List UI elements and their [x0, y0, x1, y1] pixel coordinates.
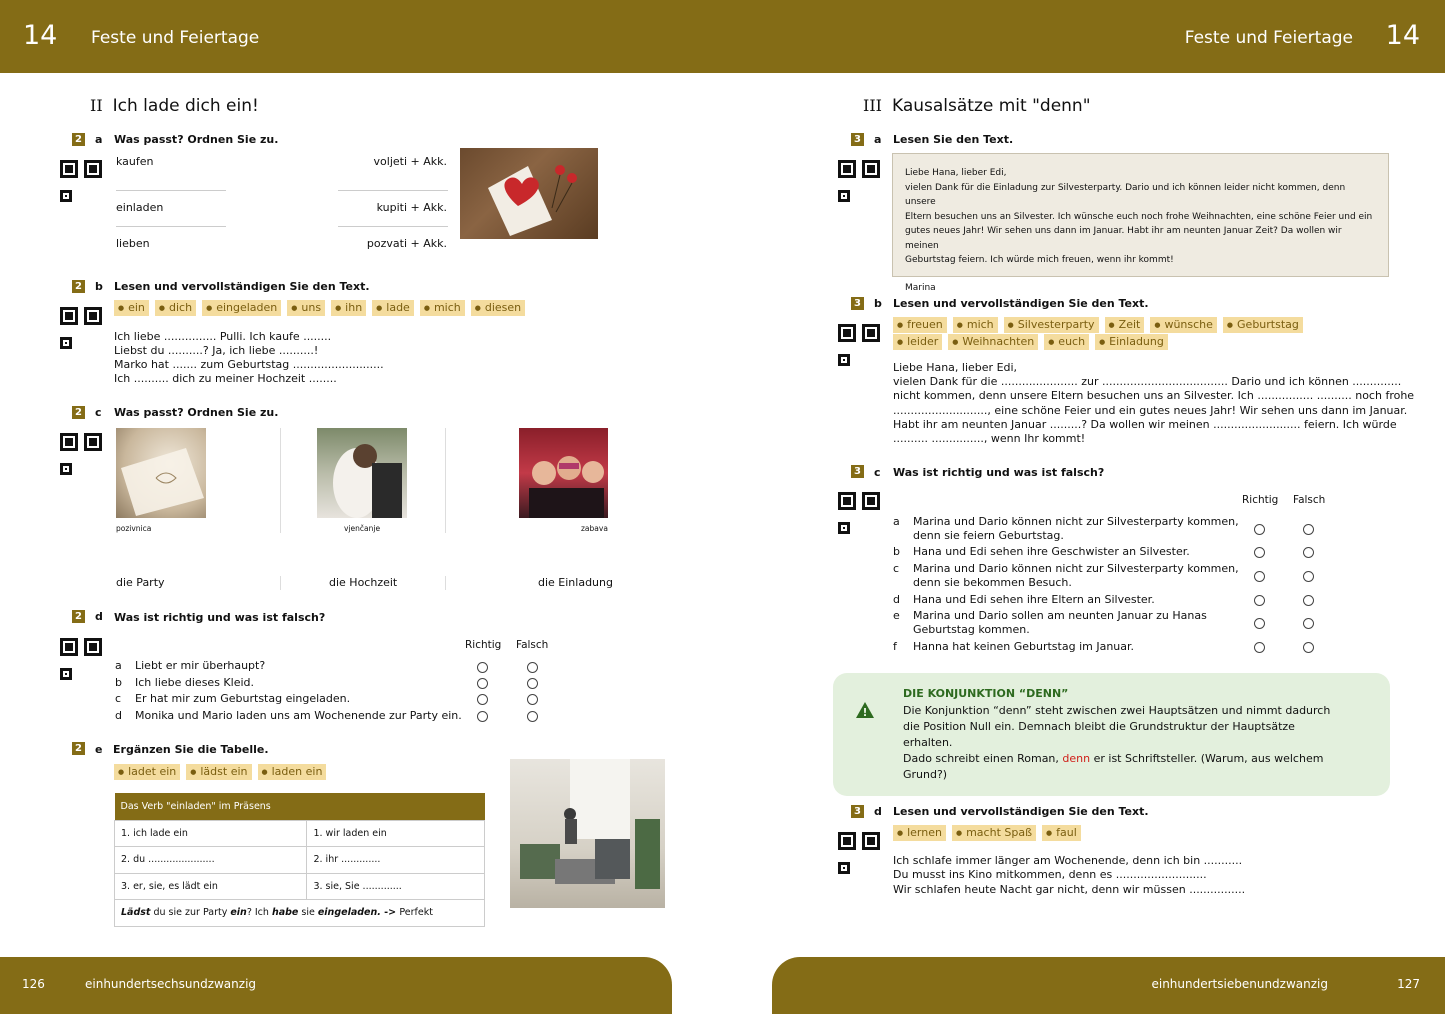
statement: Ich liebe dieses Kleid.: [135, 676, 254, 689]
statement: Hana und Edi sehen ihre Geschwister an Silvester.: [913, 545, 1190, 558]
item-letter: f: [893, 640, 897, 653]
item-letter: a: [115, 659, 122, 672]
gap-text-line[interactable]: Liebe Hana, lieber Edi,: [893, 361, 1018, 374]
gap-text-line[interactable]: Du musst ins Kino mitkommen, denn es ..........................: [893, 868, 1207, 881]
radio-false[interactable]: [1303, 547, 1314, 558]
exercise-badge: 3: [851, 805, 864, 818]
radio-true[interactable]: [1254, 618, 1265, 629]
column-false: Falsch: [1293, 494, 1326, 506]
gap-text-line[interactable]: nicht kommen, denn unsere Eltern besuchen uns an Silvester. Ich ................ .......... noch frohe: [893, 389, 1415, 402]
answer-word[interactable]: die Party: [116, 576, 165, 589]
gap-text-line[interactable]: Ich liebe ............... Pulli. Ich kaufe ........: [114, 330, 332, 343]
radio-false[interactable]: [527, 711, 538, 722]
radio-true[interactable]: [1254, 524, 1265, 535]
exercise-badge: 3: [851, 133, 864, 146]
qr-code[interactable]: [60, 307, 102, 349]
word-lieben[interactable]: lieben: [116, 237, 150, 250]
photo-wedding: [317, 428, 407, 518]
reading-letter: [892, 153, 1389, 293]
page-header: [0, 0, 1445, 73]
info-line: Die Konjunktion “denn” steht zwischen zwei Hauptsätzen und nimmt dadurch: [903, 704, 1331, 717]
qr-code[interactable]: [838, 324, 880, 366]
chip[interactable]: ● ein: [114, 300, 149, 316]
table-note: Lädst du sie zur Party ein? Ich habe sie eingeladen. -> Perfekt: [115, 900, 485, 927]
word-bank: [114, 764, 414, 781]
info-line: Dado schreibt einen Roman, denn er ist Schriftsteller. (Warum, aus welchem: [903, 752, 1324, 765]
table-row: [115, 873, 485, 900]
radio-true[interactable]: [1254, 642, 1265, 653]
letter-line: Geburtstag feiern. Ich würde mich freuen, wenn ihr kommt!: [905, 255, 1174, 265]
exercise-letter: d: [95, 610, 103, 623]
translation-2[interactable]: kupiti + Akk.: [376, 201, 447, 214]
page-number-word: einhundertsiebenundzwanzig: [1151, 977, 1328, 991]
chip[interactable]: ● macht Spaß: [952, 825, 1036, 841]
item-letter: a: [893, 515, 900, 528]
heart-illustration: [460, 148, 598, 239]
exercise-instruction: Lesen Sie den Text.: [893, 133, 1014, 146]
radio-false[interactable]: [527, 678, 538, 689]
qr-code[interactable]: [60, 433, 102, 475]
statement: Marina und Dario können nicht zur Silvesterparty kommen,: [913, 515, 1239, 528]
table-row: [115, 847, 485, 874]
table-header: Das Verb "einladen" im Präsens: [115, 793, 485, 820]
exercise-instruction: Lesen und vervollständigen Sie den Text.: [893, 805, 1149, 818]
photo-living-room: [510, 759, 665, 908]
gap-text-line[interactable]: Ich schlafe immer länger am Wochenende, denn ich bin ...........: [893, 854, 1243, 867]
exercise-letter: b: [95, 280, 103, 293]
radio-false[interactable]: [1303, 618, 1314, 629]
exercise-badge: 2: [72, 406, 85, 419]
chip[interactable]: ● lädst ein: [186, 764, 251, 780]
image-caption: vjenčanje: [344, 524, 381, 533]
statement: Er hat mir zum Geburtstag eingeladen.: [135, 692, 351, 705]
chapter-number-right: 14: [1385, 20, 1420, 51]
exercise-badge: 3: [851, 465, 864, 478]
letter-line: vielen Dank für die Einladung zur Silvesterparty. Dario und ich können leider nicht kommen, denn unsere: [905, 182, 1346, 207]
item-letter: b: [893, 545, 900, 558]
section-heading: Kausalsätze mit "denn": [891, 96, 1091, 116]
qr-code[interactable]: [838, 492, 880, 534]
statement: Marina und Dario sollen am neunten Januar zu Hanas: [913, 609, 1207, 622]
chip[interactable]: ● Einladung: [1095, 334, 1168, 350]
exercise-letter: c: [95, 406, 102, 419]
column-true: Richtig: [465, 639, 502, 651]
exercise-badge: 3: [851, 297, 864, 310]
party-illustration: [519, 428, 608, 518]
statement-cont: denn sie feiern Geburtstag.: [913, 529, 1064, 542]
radio-true[interactable]: [477, 678, 488, 689]
section-heading: Ich lade dich ein!: [112, 96, 259, 116]
letter-spacer: [905, 268, 1376, 282]
word-bank: [114, 300, 554, 317]
chip[interactable]: ● faul: [1042, 825, 1081, 841]
chip[interactable]: ● wünsche: [1150, 317, 1217, 333]
roman-numeral: III: [863, 96, 882, 115]
item-letter: c: [115, 692, 122, 705]
info-line: Grund?): [903, 768, 948, 781]
table-cell[interactable]: 3. sie, Sie .............: [307, 873, 485, 900]
qr-code[interactable]: [838, 160, 880, 202]
statement: Hana und Edi sehen ihre Eltern an Silvester.: [913, 593, 1155, 606]
exercise-instruction: Was ist richtig und was ist falsch?: [893, 466, 1105, 479]
page-number: 126: [22, 977, 45, 991]
roman-numeral: II: [90, 96, 103, 115]
room-illustration: [510, 759, 665, 908]
gap-text-line[interactable]: Wir schlafen heute Nacht gar nicht, denn wir müssen ................: [893, 883, 1246, 896]
letter-signature: Marina: [905, 283, 936, 293]
chip[interactable]: ● laden ein: [258, 764, 327, 780]
qr-code[interactable]: [60, 638, 102, 680]
info-line: erhalten.: [903, 736, 953, 749]
chip[interactable]: ● mich: [420, 300, 465, 316]
image-caption: pozivnica: [116, 524, 152, 533]
section-title-left: [90, 96, 259, 116]
page-footer-left: [0, 957, 672, 1014]
photo-invitation: [116, 428, 206, 518]
translation-3[interactable]: pozvati + Akk.: [366, 237, 447, 250]
exercise-letter: c: [874, 466, 881, 479]
exercise-badge: 2: [72, 610, 85, 623]
table-row: [115, 820, 485, 847]
divider: [338, 226, 448, 227]
radio-true[interactable]: [477, 694, 488, 705]
chip[interactable]: ● lernen: [893, 825, 946, 841]
chip[interactable]: ● ladet ein: [114, 764, 180, 780]
radio-false[interactable]: [527, 662, 538, 673]
exercise-badge: 2: [72, 742, 85, 755]
image-caption: zabava: [581, 524, 608, 533]
info-title: DIE KONJUNKTION “DENN”: [903, 687, 1069, 700]
table-row: [115, 900, 485, 927]
exercise-instruction: Was passt? Ordnen Sie zu.: [114, 406, 279, 419]
gap-text-line[interactable]: ..........................., eine schöne Feier und ein gutes neues Jahr! Wir sehen uns dann im Januar.: [893, 404, 1408, 417]
radio-false[interactable]: [1303, 595, 1314, 606]
table-cell: 1. ich lade ein: [115, 820, 307, 847]
gap-text-line[interactable]: Ich .......... dich zu meiner Hochzeit ........: [114, 372, 337, 385]
chip[interactable]: ● euch: [1044, 334, 1089, 350]
item-letter: c: [893, 562, 900, 575]
highlight-denn: denn: [1062, 752, 1091, 765]
photo-party: [519, 428, 608, 518]
photo-heart-envelope: [460, 148, 598, 239]
verb-table: [114, 793, 485, 927]
chip[interactable]: ● lade: [372, 300, 414, 316]
statement: Hanna hat keinen Geburtstag im Januar.: [913, 640, 1135, 653]
letter-line: gutes neues Jahr! Wir sehen uns dann im Januar. Habt ihr am neunten Januar Zeit? Da wollen wir meinen: [905, 226, 1342, 251]
gap-text-line[interactable]: vielen Dank für die ...................... zur .................................... Dario und ich können ..............: [893, 375, 1402, 388]
radio-true[interactable]: [477, 711, 488, 722]
chapter-number-left: 14: [23, 20, 58, 51]
column-divider: [445, 576, 446, 590]
chip[interactable]: ● ihn: [331, 300, 366, 316]
exercise-badge: 2: [72, 133, 85, 146]
page-footer-right: [772, 957, 1445, 1014]
statement-cont: denn sie bekommen Besuch.: [913, 576, 1072, 589]
qr-code[interactable]: [838, 832, 880, 874]
exercise-badge: 2: [72, 280, 85, 293]
chip[interactable]: ● eingeladen: [202, 300, 281, 316]
gap-text-line[interactable]: .......... ..............., wenn Ihr kommt!: [893, 432, 1086, 445]
gap-text-line[interactable]: Habt ihr am neunten Januar .........? Da wollen wir meinen ......................... feiern. Ich würde: [893, 418, 1397, 431]
column-false: Falsch: [516, 639, 549, 651]
word-bank: [893, 317, 1363, 351]
info-line: die Position Null ein. Demnach bleibt die Grundstruktur der Hauptsätze: [903, 720, 1295, 733]
item-letter: e: [893, 609, 900, 622]
exercise-letter: b: [874, 297, 882, 310]
grammar-info-box: [833, 673, 1390, 796]
chip[interactable]: ● uns: [287, 300, 325, 316]
exercise-letter: e: [95, 743, 103, 756]
word-einladen[interactable]: einladen: [116, 201, 164, 214]
column-divider: [445, 428, 446, 533]
warning-icon: [855, 701, 875, 719]
gap-text-line[interactable]: Marko hat ....... zum Geburtstag ..........................: [114, 358, 384, 371]
exercise-instruction: Ergänzen Sie die Tabelle.: [113, 743, 269, 756]
invitation-illustration: [116, 428, 206, 518]
divider: [116, 190, 226, 191]
item-letter: d: [893, 593, 900, 606]
exercise-letter: a: [95, 133, 103, 146]
table-cell: 3. er, sie, es lädt ein: [115, 873, 307, 900]
qr-code[interactable]: [60, 160, 102, 202]
exercise-letter: d: [874, 805, 882, 818]
chip[interactable]: ● Geburtstag: [1223, 317, 1303, 333]
answer-word[interactable]: die Einladung: [538, 576, 613, 589]
word-kaufen[interactable]: kaufen: [116, 155, 154, 168]
gap-text-line[interactable]: Liebst du ..........? Ja, ich liebe ..........!: [114, 344, 319, 357]
radio-true[interactable]: [477, 662, 488, 673]
divider: [338, 190, 448, 191]
column-true: Richtig: [1242, 494, 1279, 506]
radio-false[interactable]: [527, 694, 538, 705]
exercise-instruction: Lesen und vervollständigen Sie den Text.: [893, 297, 1149, 310]
svg-text:!: !: [862, 706, 868, 719]
radio-false[interactable]: [1303, 642, 1314, 653]
exercise-instruction: Was ist richtig und was ist falsch?: [114, 611, 326, 624]
answer-word[interactable]: die Hochzeit: [329, 576, 398, 589]
radio-true[interactable]: [1254, 571, 1265, 582]
letter-line: Liebe Hana, lieber Edi,: [905, 168, 1007, 178]
letter-line: Eltern besuchen uns an Silvester. Ich wünsche euch noch frohe Weihnachten, eine schöne Feier und ein: [905, 211, 1373, 222]
exercise-letter: a: [874, 133, 882, 146]
wedding-illustration: [317, 428, 407, 518]
chip[interactable]: ● mich: [953, 317, 998, 333]
word-bank: [893, 825, 1193, 842]
page-number-word: einhundertsechsundzwanzig: [85, 977, 257, 991]
radio-false[interactable]: [1303, 524, 1314, 535]
chip[interactable]: ● Zeit: [1105, 317, 1145, 333]
table-cell[interactable]: 2. ihr .............: [307, 847, 485, 874]
statement: Marina und Dario können nicht zur Silvesterparty kommen,: [913, 562, 1239, 575]
statement-cont: Geburtstag kommen.: [913, 623, 1030, 636]
radio-true[interactable]: [1254, 595, 1265, 606]
column-divider: [280, 428, 281, 533]
statement: Monika und Mario laden uns am Wochenende zur Party ein.: [135, 709, 462, 722]
info-body: [903, 703, 1383, 783]
item-letter: d: [115, 709, 122, 722]
statement: Liebt er mir überhaupt?: [135, 659, 266, 672]
translation-1[interactable]: voljeti + Akk.: [373, 155, 447, 168]
chip[interactable]: ● dich: [155, 300, 196, 316]
item-letter: b: [115, 676, 122, 689]
chapter-title-left: Feste und Feiertage: [91, 28, 260, 48]
exercise-instruction: Was passt? Ordnen Sie zu.: [114, 133, 279, 146]
table-cell[interactable]: 2. du ......................: [115, 847, 307, 874]
divider: [116, 226, 226, 227]
chip[interactable]: ● diesen: [471, 300, 525, 316]
page-number: 127: [1397, 977, 1420, 991]
chapter-title-right: Feste und Feiertage: [1184, 28, 1353, 48]
chip[interactable]: ● Silvesterparty: [1004, 317, 1099, 333]
exercise-instruction: Lesen und vervollständigen Sie den Text.: [114, 280, 370, 293]
section-title-right: [863, 96, 1091, 116]
table-cell: 1. wir laden ein: [307, 820, 485, 847]
chip[interactable]: ● freuen: [893, 317, 947, 333]
column-divider: [280, 576, 281, 590]
chip[interactable]: ● leider: [893, 334, 942, 350]
radio-false[interactable]: [1303, 571, 1314, 582]
radio-true[interactable]: [1254, 547, 1265, 558]
chip[interactable]: ● Weihnachten: [948, 334, 1038, 350]
